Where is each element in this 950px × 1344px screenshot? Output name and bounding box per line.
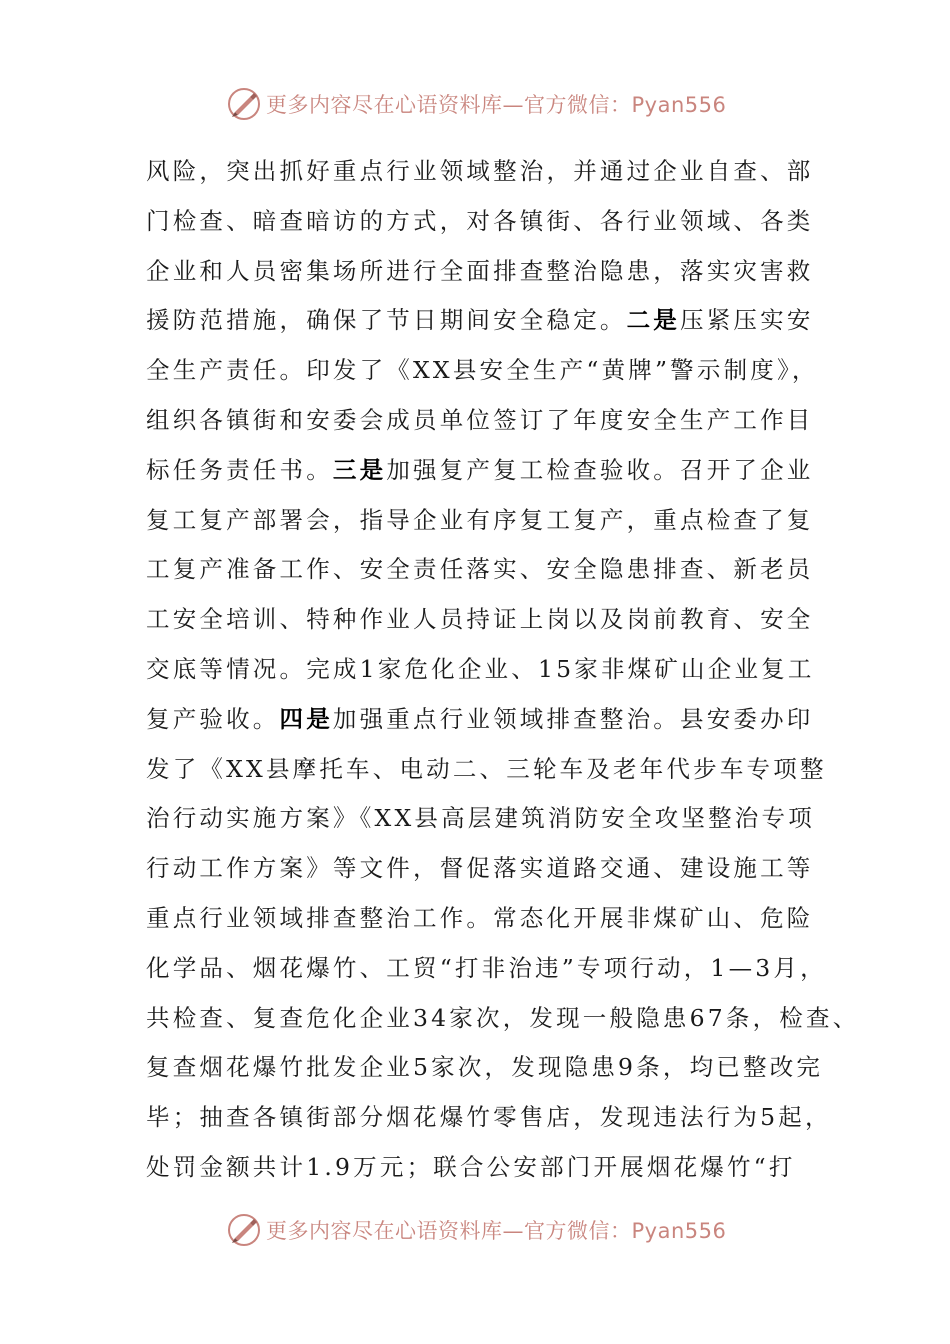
text-segment: 复工复产部署会，指导企业有序复工复产，重点检查了复 (146, 505, 814, 534)
text-segment: 工安全培训、特种作业人员持证上岗以及岗前教育、安全 (146, 605, 814, 634)
text-segment: 标任务责任书。 (146, 455, 333, 484)
text-line (146, 396, 836, 446)
text-line (146, 1093, 836, 1143)
text-segment: 加强复产复工检查验收。召开了企业 (386, 455, 814, 484)
text-segment: 行动工作方案》等文件，督促落实道路交通、建设施工等 (146, 854, 814, 883)
text-segment: 复产验收。 (146, 704, 280, 733)
text-segment: 处罚金额共计1.9万元；联合公安部门开展烟花爆竹“打 (146, 1152, 796, 1181)
document-body (146, 147, 860, 1193)
text-line (146, 296, 836, 346)
text-segment: 企业和人员密集场所进行全面排查整治隐患，落实灾害救 (146, 256, 814, 285)
text-segment: 发了《XX县摩托车、电动二、三轮车及老年代步车专项整 (146, 754, 827, 783)
text-segment: 门检查、暗查暗访的方式，对各镇街、各行业领域、各类 (146, 206, 814, 235)
text-line (146, 496, 836, 546)
text-segment: 全生产责任。印发了《XX县安全生产“黄牌”警示制度》， (146, 356, 819, 385)
text-line (146, 944, 836, 994)
text-segment: 压紧压实安 (680, 306, 814, 335)
header-watermark (226, 84, 726, 124)
text-line (146, 247, 836, 297)
text-line (146, 197, 836, 247)
text-segment: 治行动实施方案》《XX县高层建筑消防安全攻坚整治专项 (146, 804, 815, 833)
text-segment: 交底等情况。完成1家危化企业、15家非煤矿山企业复工 (146, 654, 815, 683)
text-line (146, 844, 836, 894)
pen-logo-icon (226, 1212, 262, 1248)
text-segment: 组织各镇街和安委会成员单位签订了年度安全生产工作目 (146, 405, 814, 434)
text-line (146, 695, 836, 745)
text-line (146, 894, 836, 944)
text-segment: 复查烟花爆竹批发企业5家次，发现隐患9条，均已整改完 (146, 1053, 824, 1082)
text-line (146, 745, 836, 795)
text-line (146, 1143, 836, 1193)
watermark-text: 更多内容尽在心语资料库—官方微信：Pyan556 (266, 93, 727, 117)
text-segment: 重点行业领域排查整治工作。常态化开展非煤矿山、危险 (146, 903, 814, 932)
text-segment: 共检查、复查危化企业34家次，发现一般隐患67条，检查、 (146, 1003, 860, 1032)
text-line (146, 994, 860, 1044)
footer-watermark (226, 1210, 726, 1250)
bold-marker: 四是 (279, 704, 333, 733)
text-segment: 风险，突出抓好重点行业领域整治，并通过企业自查、部 (146, 157, 814, 185)
text-segment: 毕；抽查各镇街部分烟花爆竹零售店，发现违法行为5起， (146, 1103, 832, 1132)
text-segment: 加强重点行业领域排查整治。县安委办印 (332, 704, 814, 733)
text-line (146, 595, 836, 645)
text-line (146, 545, 836, 595)
pen-logo-icon (226, 86, 262, 122)
watermark-text: 更多内容尽在心语资料库—官方微信：Pyan556 (266, 1219, 727, 1243)
bold-marker: 二是 (626, 306, 681, 335)
text-segment: 援防范措施，确保了节日期间安全稳定。 (146, 306, 627, 335)
bold-marker: 三是 (332, 455, 387, 484)
text-line (146, 446, 836, 496)
text-segment: 化学品、烟花爆竹、工贸“打非治违”专项行动，1—3月， (146, 953, 827, 982)
text-line (146, 147, 836, 197)
text-line (146, 1043, 836, 1093)
text-line (146, 645, 836, 695)
text-segment: 工复产准备工作、安全责任落实、安全隐患排查、新老员 (146, 555, 814, 584)
text-line (146, 794, 836, 844)
text-line (146, 346, 836, 396)
